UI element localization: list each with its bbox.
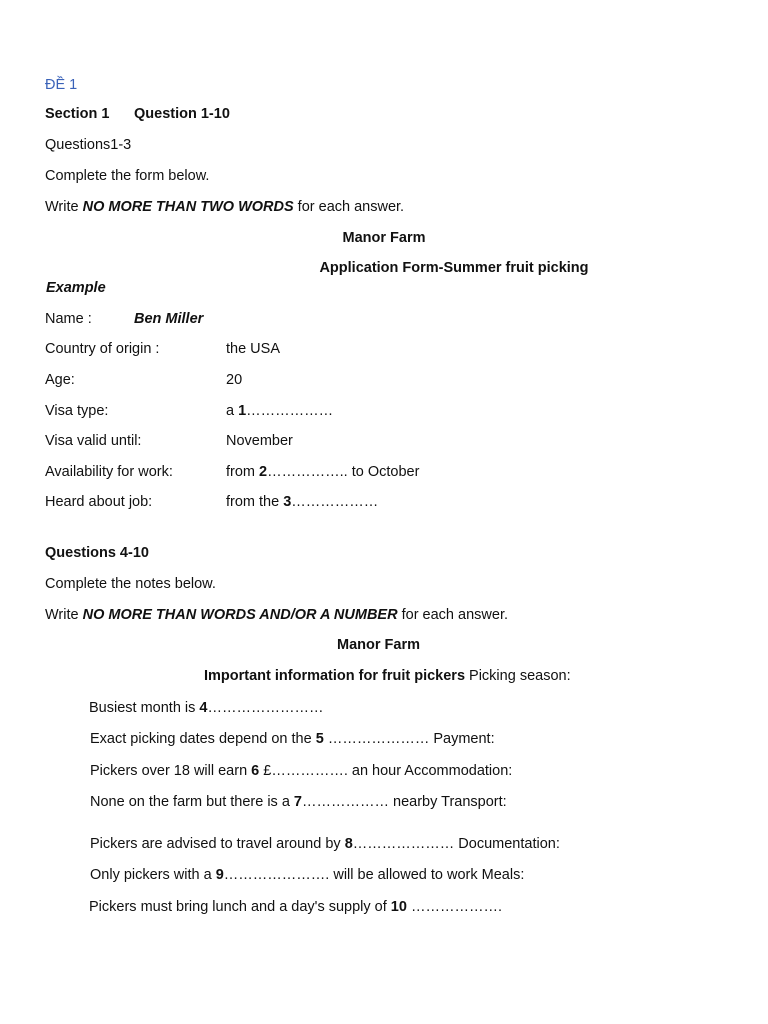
notes-subtitle-bold: Important information for fruit pickers xyxy=(204,668,466,684)
notes-title: Manor Farm xyxy=(337,637,420,653)
question-range: Question 1-10 xyxy=(134,106,230,122)
note-item: Pickers are advised to travel around by 8………………… Documentation: xyxy=(90,836,560,852)
form-row-label: Visa valid until: xyxy=(45,433,142,449)
form-row-label: Age: xyxy=(45,372,75,388)
note-item: Pickers must bring lunch and a day's supply of 10 ………………. xyxy=(89,899,502,915)
note-item: Pickers over 18 will earn 6 £……………. an hour Accommodation: xyxy=(90,763,513,779)
word-limit-suffix: for each answer. xyxy=(397,607,508,623)
section-label: Section 1 xyxy=(45,106,110,122)
sub-questions-heading: Questions1-3 xyxy=(45,137,132,153)
form-row-value: a 1……………… xyxy=(226,403,334,419)
note-item: None on the farm but there is a 7……………… nearby Transport: xyxy=(90,794,507,810)
form-title: Manor Farm xyxy=(342,230,426,246)
form-row-label: Availability for work: xyxy=(45,464,173,480)
form-row-label: Country of origin : xyxy=(45,341,160,357)
instruction-text: Complete the form below. xyxy=(45,168,210,184)
form-row-value: from 2…………….. to October xyxy=(226,464,420,480)
form-row-value: 20 xyxy=(226,372,243,388)
example-label: Example xyxy=(46,280,106,296)
word-limit-emphasis: NO MORE THAN WORDS AND/OR A NUMBER xyxy=(82,607,398,623)
notes-instruction: Complete the notes below. xyxy=(45,576,216,592)
form-row-label: Visa type: xyxy=(45,403,109,419)
word-limit-prefix: Write xyxy=(45,607,83,623)
note-item: Only pickers with a 9…………………. will be allowed to work Meals: xyxy=(90,867,525,883)
form-row-value: November xyxy=(226,433,293,449)
form-row-value: the USA xyxy=(226,341,280,357)
note-item: Busiest month is 4…………………… xyxy=(89,700,324,716)
word-limit-emphasis: NO MORE THAN TWO WORDS xyxy=(82,199,294,215)
word-limit-prefix: Write xyxy=(45,199,83,215)
form-row-value: from the 3……………… xyxy=(226,494,379,510)
form-subtitle: Application Form-Summer fruit picking xyxy=(319,260,589,276)
note-item: Exact picking dates depend on the 5 ………………… Payment: xyxy=(90,731,495,747)
notes-subtitle-rest: Picking season: xyxy=(465,668,571,684)
word-limit-instruction xyxy=(45,198,404,216)
test-title: ĐỀ 1 xyxy=(45,77,78,93)
word-limit-instruction xyxy=(45,606,508,624)
notes-subtitle xyxy=(204,667,571,685)
name-value: Ben Miller xyxy=(134,311,204,327)
questions-heading: Questions 4-10 xyxy=(45,545,149,561)
word-limit-suffix: for each answer. xyxy=(293,199,405,215)
form-row-label: Heard about job: xyxy=(45,494,153,510)
name-label: Name : xyxy=(45,311,92,327)
